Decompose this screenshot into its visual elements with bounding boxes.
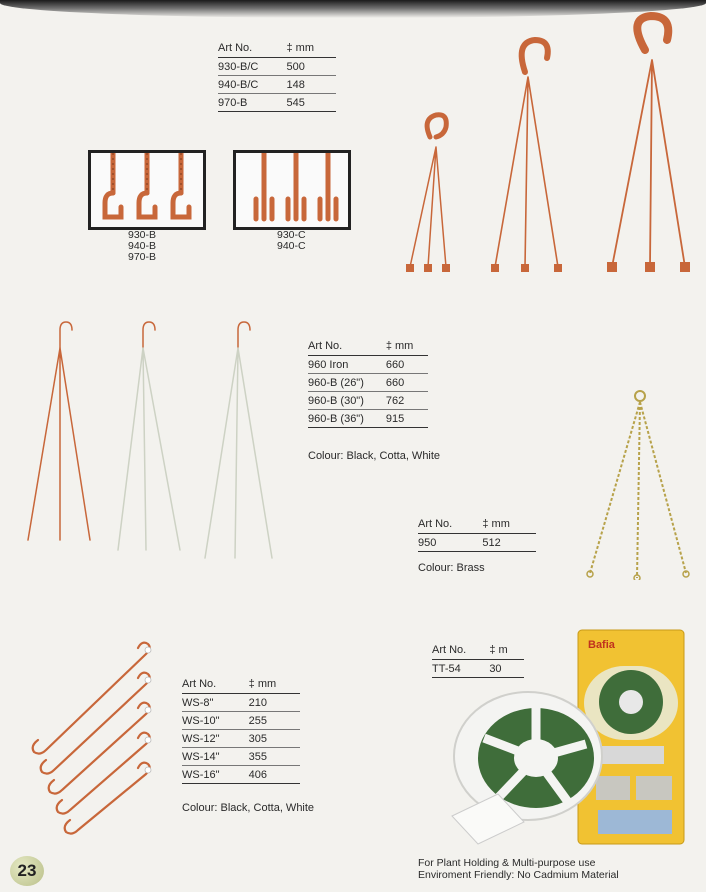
table-row: WS-10" 255 (182, 712, 300, 730)
table-row: WS-14" 355 (182, 748, 300, 766)
table-row: 960-B (26") 660 (308, 374, 428, 392)
footer-line-1: For Plant Holding & Multi-purpose use (418, 857, 596, 869)
col-art-no: Art No. (218, 40, 287, 58)
footer-note (418, 857, 619, 881)
hook-detail-b-illustration (91, 153, 203, 227)
footer-line-2: Enviroment Friendly: No Cadmium Material (418, 869, 619, 881)
table-row: 940-B/C 148 (218, 76, 336, 94)
spec-table-wire-hangers: Art No. ‡ mm 960 Iron 660 960-B (26") 660 960-B (30") 762 960-B (36") 915 (308, 338, 428, 428)
package-brand-text: Bafia (588, 639, 615, 651)
col-length: ‡ mm (287, 40, 337, 58)
table-row: TT-54 30 (432, 660, 524, 678)
colour-note-brass: Colour: Brass (418, 562, 485, 574)
label-b-group: 930-B 940-B 970-B (128, 229, 157, 263)
tie-wire-reel-illustration (448, 626, 688, 850)
table-row: 970-B 545 (218, 94, 336, 112)
page-number: 23 (10, 856, 44, 886)
table-row: 950 512 (418, 534, 536, 552)
spec-table-tie-wire: Art No. ‡ m TT-54 30 (432, 642, 524, 678)
detail-box-c (233, 150, 351, 230)
spec-table-brass: Art No. ‡ mm 950 512 (418, 516, 536, 552)
table-row: 930-B/C 500 (218, 58, 336, 76)
cotta-hangers-illustration (400, 12, 706, 282)
table-row: WS-12" 305 (182, 730, 300, 748)
hook-detail-c-illustration (236, 153, 348, 227)
spec-table-s-hooks: Art No. ‡ mm WS-8" 210 WS-10" 255 WS-12" 305 WS-14" 355 WS-16" 406 (182, 676, 300, 784)
spec-table-hooks (218, 40, 336, 112)
detail-box-b (88, 150, 206, 230)
table-row: 960-B (36") 915 (308, 410, 428, 428)
s-hooks-illustration (18, 640, 178, 840)
table-row: WS-16" 406 (182, 766, 300, 784)
label-c-group: 930-C 940-C (277, 229, 306, 252)
table-row: WS-8" 210 (182, 694, 300, 712)
wire-hangers-illustration (20, 318, 290, 568)
table-row: 960-B (30") 762 (308, 392, 428, 410)
brass-chain-illustration (582, 388, 692, 580)
colour-note-wire: Colour: Black, Cotta, White (308, 450, 441, 462)
table-row: 960 Iron 660 (308, 356, 428, 374)
colour-note-s-hooks: Colour: Black, Cotta, White (182, 802, 315, 814)
